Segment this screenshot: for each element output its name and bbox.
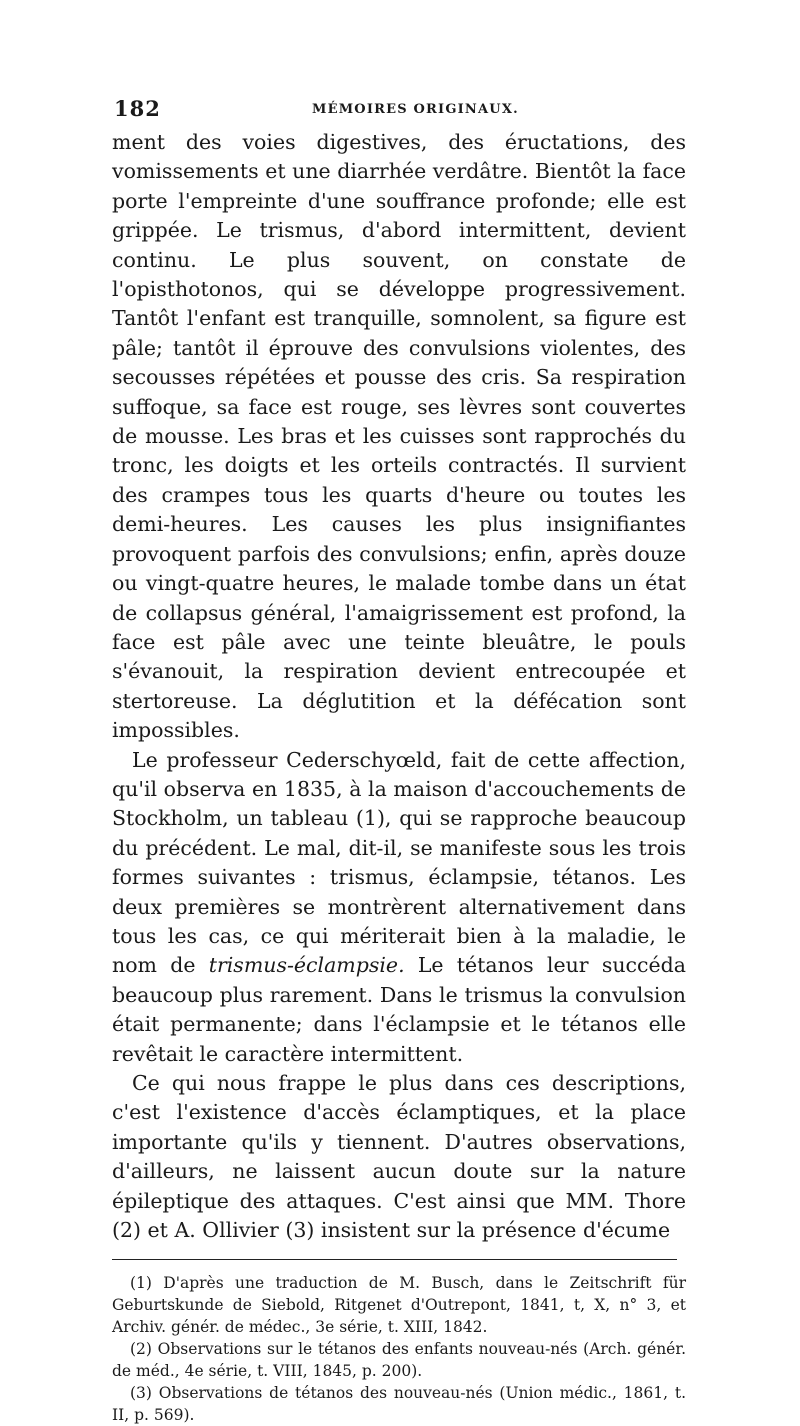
footnote-1: (1) D'après une traduction de M. Busch, dans le Zeitschrift für Geburtskunde de Siebold, Ritgenet d'Outrepont, 1841, t, X, n° 3, et Archiv. génér. de médec., 3e série, t. XIII, 1842. <box>112 1274 686 1337</box>
italic-term: trismus-éclampsie. <box>208 953 405 978</box>
page-number: 182 <box>114 96 161 121</box>
paragraph-continuation: ment des voies digestives, des éructations, des vomissements et une diarrhée verdâtre. Bientôt la face porte l'empreinte d'une souffrance profonde; elle est grippée. Le trismus, d'abord intermittent, devient continu. Le plus souvent, on constate de l'opisthotonos, qui se développe progressivement. Tantôt l'enfant est tranquille, somnolent, sa figure est pâle; tantôt il éprouve des convulsions violentes, des secousses répétées et pousse des cris. Sa respiration suffoque, sa face est rouge, ses lèvres sont couvertes de mousse. Les bras et les cuisses sont rapprochés du tronc, les doigts et les orteils contractés. Il survient des crampes tous les quarts d'heure ou toutes les demi-heures. Les causes les plus insignifiantes provoquent parfois des convulsions; enfin, après douze ou vingt-quatre heures, le malade tombe dans un état de collapsus général, l'amaigrissement est profond, la face est pâle avec une teinte bleuâtre, le pouls s'évanouit, la respiration devient entrecoupée et stertoreuse. La déglutition et la défécation sont impossibles. <box>112 130 686 743</box>
running-head: MÉMOIRES ORIGINAUX. <box>312 102 519 117</box>
book-page <box>112 96 686 1426</box>
paragraph-descriptions: Ce qui nous frappe le plus dans ces descriptions, c'est l'existence d'accès éclamptiques, et la place importante qu'ils y tiennent. D'autres observations, d'ailleurs, ne laissent aucun doute sur la nature épileptique des attaques. C'est ainsi que MM. Thore (2) et A. Ollivier (3) insistent sur la présence d'écume <box>112 1071 686 1243</box>
paragraph-cederschyoeld <box>112 746 686 1069</box>
page-header <box>112 96 686 124</box>
footnotes <box>112 1272 686 1426</box>
main-text <box>112 128 686 1245</box>
footnote-divider <box>112 1259 677 1260</box>
paragraph-text: Le tétanos leur succéda beaucoup plus rarement. Dans le trismus la convulsion était permanente; dans l'éclampsie et le tétanos elle revêtait le caractère intermittent. <box>112 953 686 1066</box>
footnote-3: (3) Observations de tétanos des nouveau-nés (Union médic., 1861, t. II, p. 569). <box>112 1384 686 1425</box>
paragraph-text: Le professeur Cederschyœld, fait de cette affection, qu'il observa en 1835, à la maison d'accouchements de Stockholm, un tableau (1), qui se rapproche beaucoup du précédent. Le mal, dit-il, se manifeste sous les trois formes suivantes : trismus, éclampsie, tétanos. Les deux premières se montrèrent alternativement dans tous les cas, ce qui mériterait bien à la maladie, le nom de <box>112 747 686 978</box>
footnote-2: (2) Observations sur le tétanos des enfants nouveau-nés (Arch. génér. de méd., 4e série, t. VIII, 1845, p. 200). <box>112 1340 686 1381</box>
